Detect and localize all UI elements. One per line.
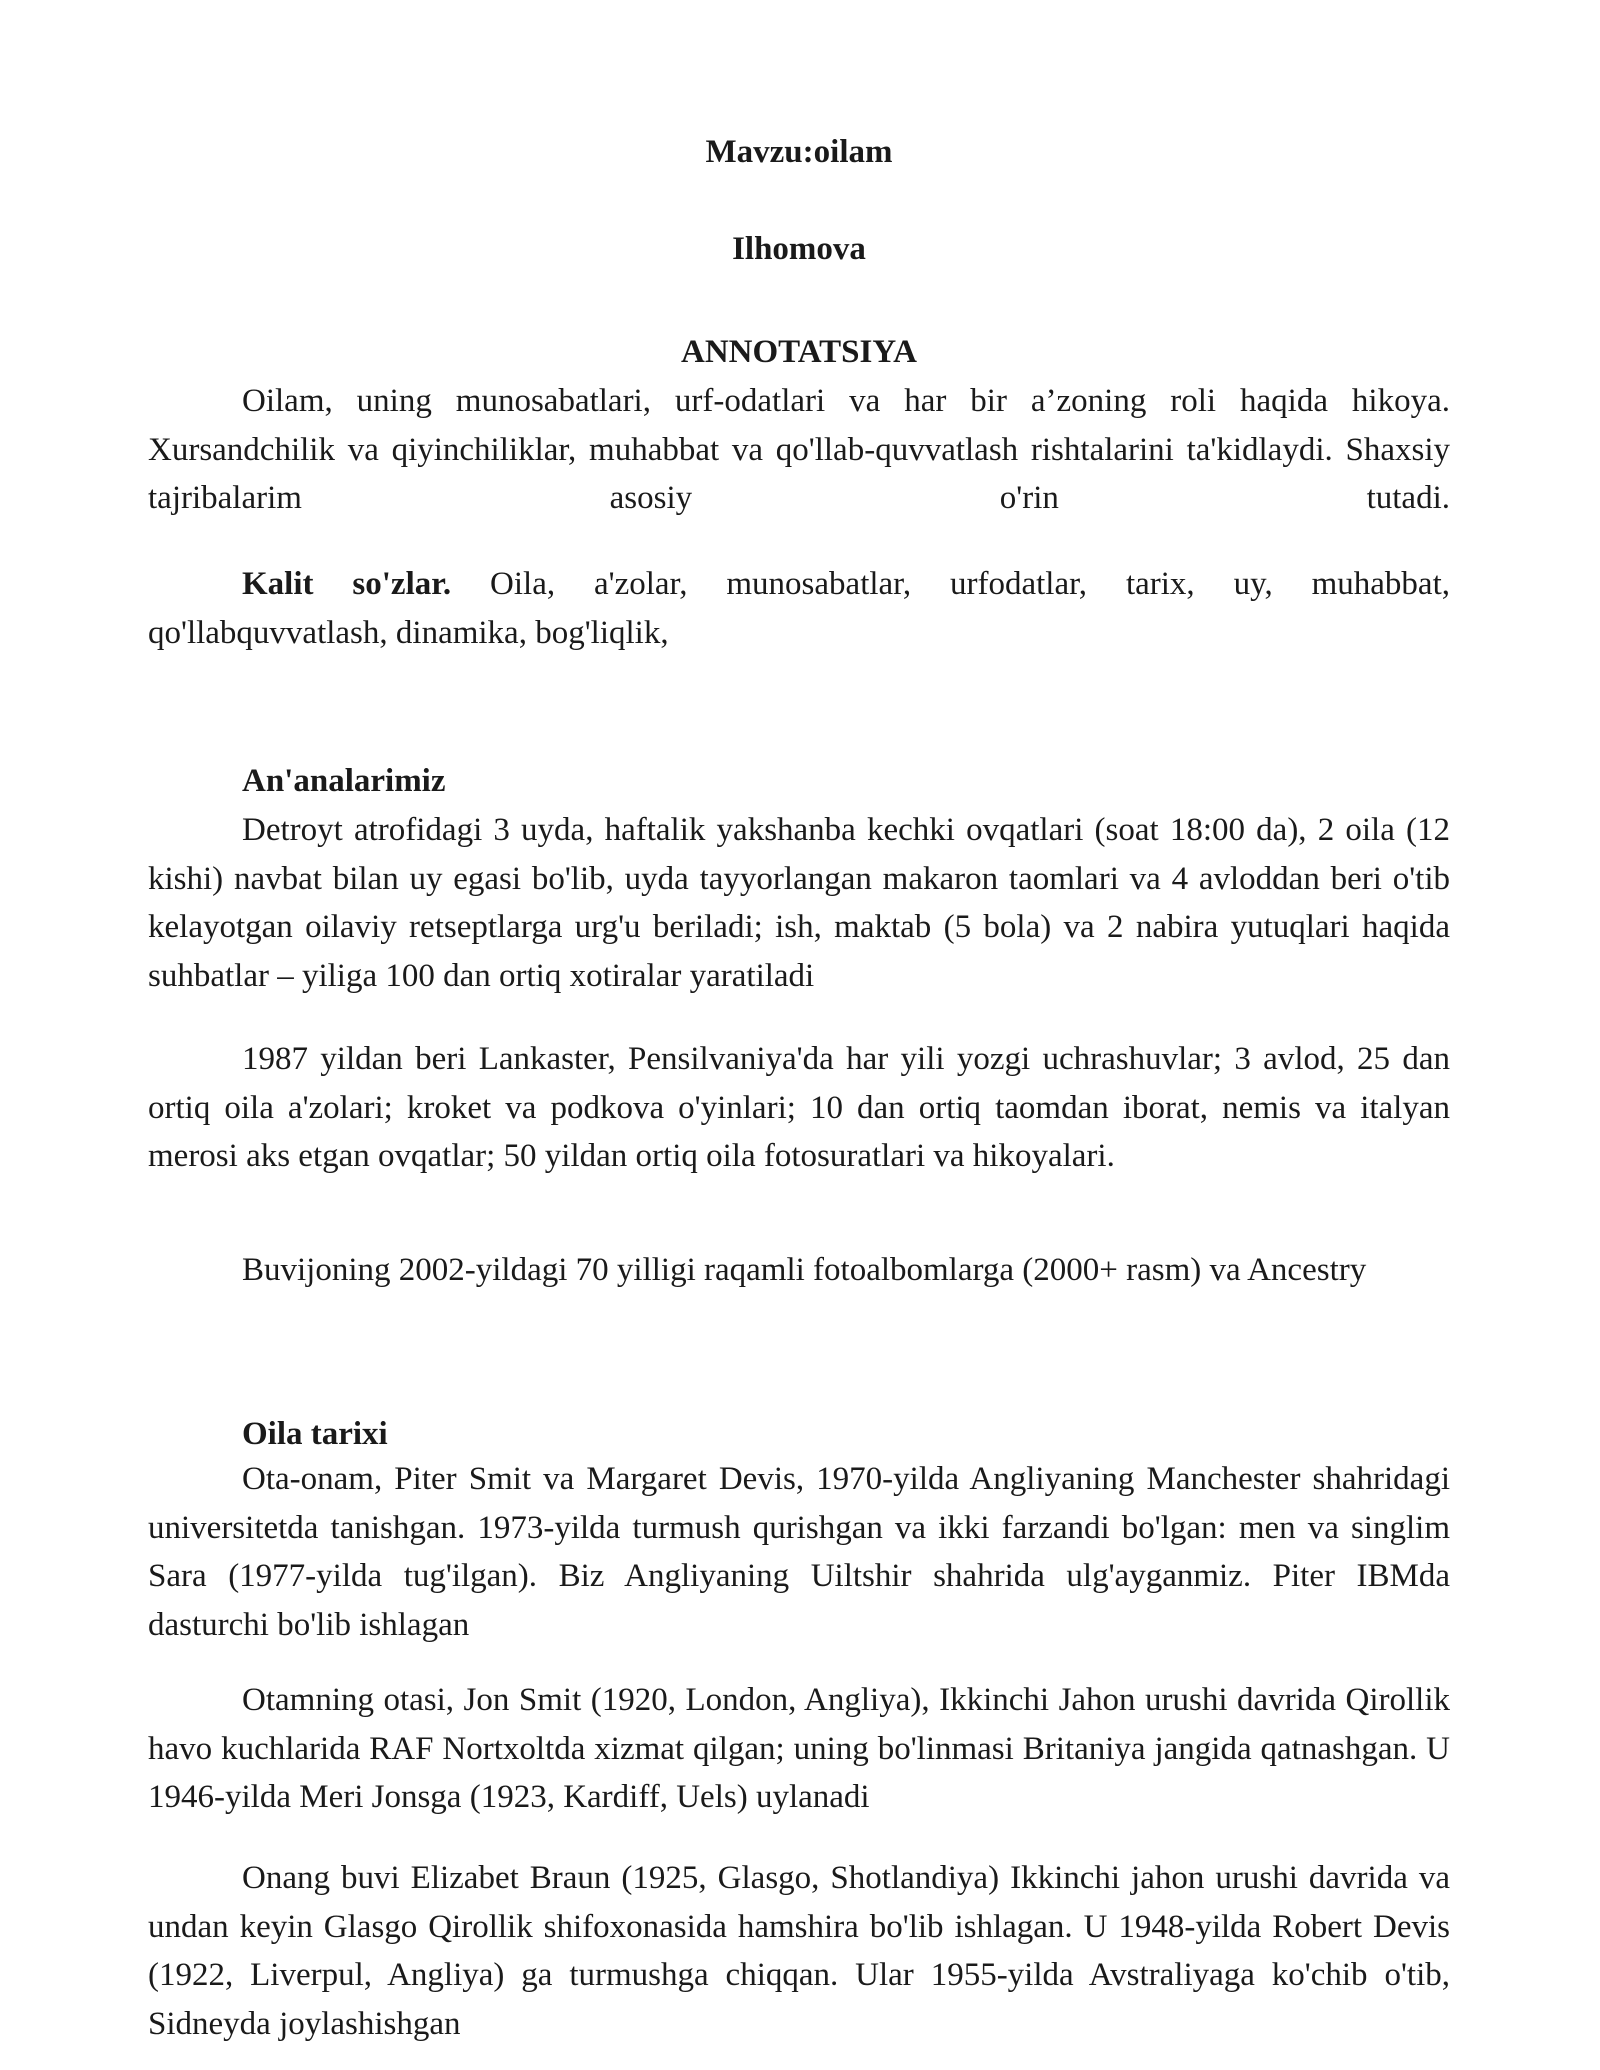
keywords-text: Oila, a'zolar, munosabatlar, urfodatlar, tarix, uy, muhabbat, qo'llabquvvatlash, dinamika, bog'liqlik,	[148, 566, 1450, 651]
history-paragraph: Otamning otasi, Jon Smit (1920, London, Angliya), Ikkinchi Jahon urushi davrida Qirollik havo kuchlarida RAF Nortxoltda xizmat qilgan; uning bo'linmasi Britaniya jangida qatnashgan. U 1946-yilda Meri Jonsga (1923, Kardiff, Uels) uylanadi	[148, 1682, 1450, 1815]
author-name: Ilhomova	[732, 231, 866, 267]
traditions-paragraph: Buvijoning 2002-yildagi 70 yilligi raqamli fotoalbomlarga (2000+ rasm) va Ancestry	[242, 1252, 1367, 1288]
traditions-paragraph: Detroyt atrofidagi 3 uyda, haftalik yakshanba kechki ovqatlari (soat 18:00 da), 2 oila (12 kishi) navbat bilan uy egasi bo'lib, uyda tayyorlangan makaron taomlari va 4 avloddan beri o'tib kelayotgan oilaviy retseptlarga urg'u beriladi; ish, maktab (5 bola) va 2 nabira yutuqlari haqida suhbatlar – yiliga 100 dan ortiq xotiralar yaratiladi	[148, 812, 1450, 994]
keywords-paragraph	[148, 560, 1450, 657]
annotation-text: Oilam, uning munosabatlari, urf-odatlari va har bir a’zoning roli haqida hikoya. Xursandchilik va qiyinchiliklar, muhabbat va qo'llab-quvvatlash rishtalarini ta'kidlaydi. Shaxsiy tajribalarim asosiy o'rin tutadi.	[148, 383, 1450, 516]
annotation-heading: ANNOTATSIYA	[681, 334, 917, 370]
traditions-paragraph: 1987 yildan beri Lankaster, Pensilvaniya'da har yili yozgi uchrashuvlar; 3 avlod, 25 dan ortiq oila a'zolari; kroket va podkova o'yinlari; 10 dan ortiq taomdan iborat, nemis va italyan merosi aks etgan ovqatlar; 50 yildan ortiq oila fotosuratlari va hikoyalari.	[148, 1041, 1450, 1174]
keywords-label: Kalit so'zlar.	[242, 566, 452, 602]
traditions-heading: An'analarimiz	[242, 763, 446, 799]
document-title: Mavzu:oilam	[705, 134, 893, 170]
history-heading: Oila tarixi	[242, 1416, 388, 1452]
history-paragraph: Onang buvi Elizabet Braun (1925, Glasgo, Shotlandiya) Ikkinchi jahon urushi davrida va undan keyin Glasgo Qirollik shifoxonasida hamshira bo'lib ishlagan. U 1948-yilda Robert Devis (1922, Liverpul, Angliya) ga turmushga chiqqan. Ular 1955-yilda Avstraliyaga ko'chib o'tib, Sidneyda joylashishgan	[148, 1860, 1450, 2042]
history-paragraph: Ota-onam, Piter Smit va Margaret Devis, 1970-yilda Angliyaning Manchester shahridagi universitetda tanishgan. 1973-yilda turmush qurishgan va ikki farzandi bo'lgan: men va singlim Sara (1977-yilda tug'ilgan). Biz Angliyaning Uiltshir shahrida ulg'ayganmiz. Piter IBMda dasturchi bo'lib ishlagan	[148, 1461, 1450, 1643]
